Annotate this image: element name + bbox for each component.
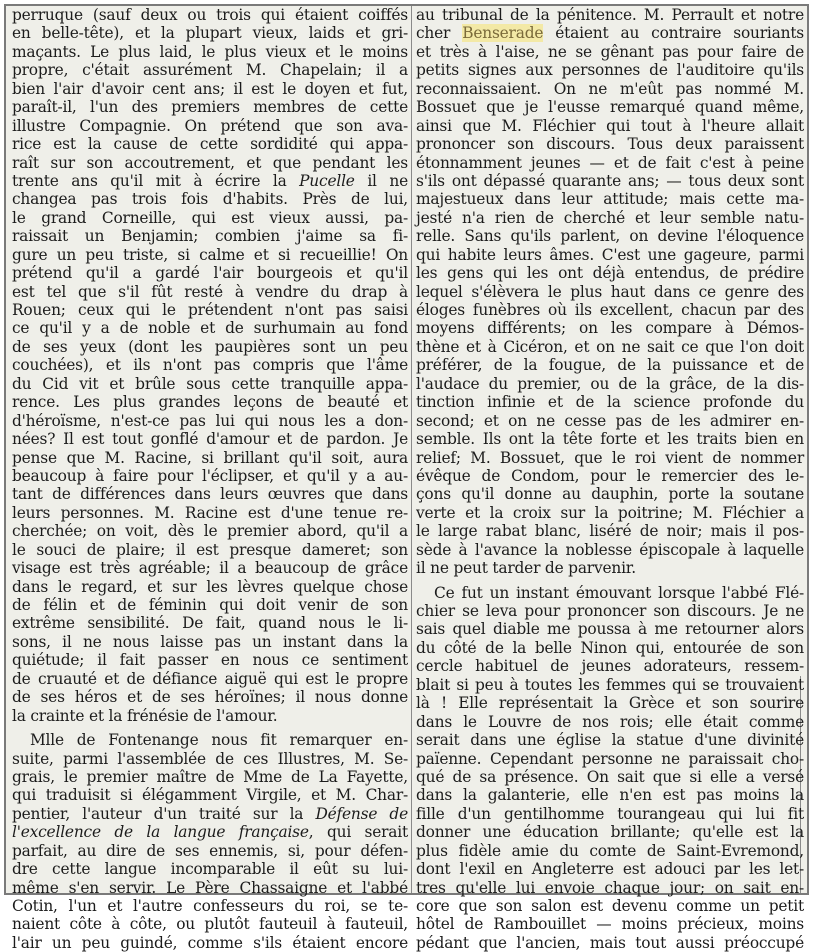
left-column-paragraph-1-line: extrême sensibilité. De fait, quand nous le li- <box>12 614 408 633</box>
right-column-paragraph-1-line: second; et on ne cesse pas de les admirer en- <box>416 411 804 430</box>
left-column-paragraph-1-line: quiétude; il fait passer en nous ce sentiment <box>12 651 408 670</box>
right-column-paragraph-1-line: jesté n'a rien de cherché et leur semble natu- <box>416 208 804 227</box>
left-column-paragraph-1-line: couchées), et ils n'ont pas compris que l'âme <box>12 356 408 375</box>
right-column-paragraph-1-line: cher Benserade étaient au contraire souriants <box>416 24 805 43</box>
left-column-paragraph-1-line: la crainte et la frénésie de l'amour. <box>12 706 278 725</box>
left-column-paragraph-1-line: sons, il ne nous laisse pas un instant dans la <box>12 632 408 651</box>
left-column-paragraph-1-line: le grand Corneille, qui est vieux aussi, pa- <box>12 208 408 227</box>
right-column-paragraph-2-line: tres qu'elle lui envoie chaque jour; on sait en- <box>416 878 804 897</box>
right-column-paragraph-1-line: le large rabat blanc, liséré de noir; mais il pos- <box>416 522 804 541</box>
left-column-paragraph-1-line: leurs personnes. M. Racine est d'une tenue re- <box>12 503 408 522</box>
right-column-paragraph-2-line: là ! Elle représentait la Grèce et son sourire <box>416 694 804 713</box>
left-column-paragraph-1-line: gure un peu triste, si calme et si recueillie! On <box>12 245 408 264</box>
right-column-paragraph-1-line: thène et à Cicéron, et on ne sait ce que l'on doit <box>416 337 804 356</box>
right-column-paragraph-1-line: çons qu'il donne au dauphin, porte la soutane <box>416 485 804 504</box>
right-column-paragraph-2-line: païenne. Cependant personne ne paraissait cho- <box>416 749 804 768</box>
left-column-paragraph-2-line: naient côte à côte, ou plutôt fauteuil à fauteuil, <box>12 915 408 934</box>
right-column-paragraph-1-line: relief; M. Bossuet, que le roi vient de nommer <box>416 448 804 467</box>
left-column-paragraph-1-line: rice est la cause de cette sordidité qui appa- <box>12 135 408 154</box>
left-column-paragraph-1-line: en belle-tête), et la plupart vieux, laids et gri- <box>12 24 408 43</box>
left-column-paragraph-1-line: trente ans qu'il mit à écrire la Pucelle il ne <box>12 171 408 190</box>
left-column-paragraph-2-line: même s'en servir. Le Père Chassaigne et l'abbé <box>12 878 408 897</box>
right-column-paragraph-1-line: lequel s'élèvera le plus haut dans ce genre des <box>416 282 804 301</box>
right-column-paragraph-2-line: serait dans une église la statue d'une divinité <box>416 731 804 750</box>
left-column-paragraph-1-line: d'héroïsme, n'est-ce pas lui qui nous les a don- <box>12 411 408 430</box>
right-column-paragraph-2-line: pédant que l'ancien, mais tout aussi préoccupé <box>416 933 804 952</box>
left-column-paragraph-1-line: rence. Les plus grandes leçons de beauté et <box>12 393 408 412</box>
left-column-paragraph-2-line: qui traduisit si élégamment Virgile, et M. Char- <box>12 786 408 805</box>
right-column-paragraph-1-line: tinction infinie et de la science profonde du <box>416 393 804 412</box>
right-column-paragraph-1-line: verte et la croix sur la poitrine; M. Fléchier a <box>416 503 804 522</box>
left-column-paragraph-2-line: pentier, l'auteur d'un traité sur la Défense de <box>12 804 408 823</box>
right-column-paragraph-1-line: étonnamment jeunes — et de fait c'est à peine <box>416 153 804 172</box>
left-column-paragraph-1-line: propre, c'était assurément M. Chapelain; il a <box>12 61 408 80</box>
right-column-paragraph-1-line: majestueux dans leur attitude; mais cette ma- <box>416 190 804 209</box>
left-column-paragraph-1-line: paraît-il, l'un des premiers membres de cette <box>12 98 408 117</box>
right-column-paragraph-1-line: et très à l'aise, ne se gênant pas pour faire de <box>416 42 804 61</box>
right-column-paragraph-2-line: dans la galanterie, elle n'en est pas moins la <box>416 786 804 805</box>
left-column-paragraph-1-line: cherchée; on voit, dès le premier abord, qu'il a <box>12 522 408 541</box>
left-column-paragraph-1-line: maçants. Le plus laid, le plus vieux et le moins <box>12 42 408 61</box>
left-column-paragraph-2-line: Mlle de Fontenange nous fit remarquer en- <box>30 731 408 750</box>
right-column-paragraph-1-line: relle. Sans qu'ils parlent, on devine l'éloquence <box>416 227 804 246</box>
left-column-paragraph-1-line: est tel que s'il fût resté à vendre du drap à <box>12 282 408 301</box>
right-column-paragraph-2-line: cercle habituel de jeunes adorateurs, ressem- <box>416 657 804 676</box>
right-column-paragraph-1-line: semble. Ils ont la tête forte et les traits bien en <box>416 430 804 449</box>
right-column-paragraph-1-line: ainsi que M. Fléchier qui tout à l'heure allait <box>416 116 804 135</box>
right-column-paragraph-2-line: chier se leva pour prononcer son discours. Je ne <box>416 602 804 620</box>
right-column-paragraph-2-line: donner une éducation brillante; qu'elle est la <box>416 823 804 842</box>
left-column-paragraph-1-line: changea pas trois fois d'habits. Près de lui, <box>12 190 408 209</box>
right-column-paragraph-2-line: Ce fut un instant émouvant lorsque l'abbé Flé- <box>434 583 804 602</box>
right-column-paragraph-1-line: préférer, de la fougue, de la puissance et de <box>416 356 804 375</box>
left-column-paragraph-2-line: l'excellence de la langue française, qui serait <box>12 823 408 842</box>
left-column-paragraph-1-line: illustre Compagnie. On prétend que son ava- <box>12 116 408 135</box>
left-column-paragraph-1-line: de félin et de féminin qui doit venir de son <box>12 596 408 614</box>
right-column-paragraph-2-line: blait si peu à toutes les femmes qui se trouvaient <box>416 675 804 694</box>
right-column-paragraph-2-line: sais quel diable me poussa à me retourner alors <box>416 620 804 639</box>
right-column-paragraph-1-line: éloges funèbres où ils excellent, chacun par des <box>416 301 804 319</box>
left-column-paragraph-2-line: dre cette langue incomparable il eût su lui- <box>12 860 408 879</box>
left-column-paragraph-1-line: ce qu'il y a de noble et de surhumain au fond <box>12 319 408 338</box>
right-column <box>416 6 804 952</box>
left-column-paragraph-1-line: beaucoup à faire pour l'éclipser, et qu'il y a au- <box>12 466 408 485</box>
right-column-paragraph-1-line: petits signes aux personnes de l'auditoire qu'ils <box>416 61 804 80</box>
column-divider <box>411 6 412 893</box>
right-column-paragraph-2-line: dans le Louvre de nos rois; elle était comme <box>416 712 804 731</box>
left-column-paragraph-1-line: dans le regard, et sur les lèvres quelque chose <box>12 577 408 596</box>
left-column <box>12 6 408 952</box>
right-column-paragraph-1-line: au tribunal de la pénitence. M. Perrault et notre <box>416 6 804 24</box>
left-column-paragraph-1-line: de cruauté et de défiance aiguë qui est le propre <box>12 669 408 688</box>
left-column-paragraph-1-line: nées? Il est tout gonflé d'amour et de pardon. Je <box>12 430 408 449</box>
left-column-paragraph-1-line: le souci de plaire; il est presque dameret; son <box>12 540 408 559</box>
left-column-paragraph-1-line: visage est très agréable; il a beaucoup de grâce <box>12 559 408 578</box>
left-column-paragraph-1-line: de ses héros et de ses héroïnes; il nous donne <box>12 688 408 707</box>
newspaper-page <box>4 4 809 952</box>
right-column-paragraph-2-line: qué de sa présence. On sait que si elle a versé <box>416 767 804 786</box>
left-column-paragraph-1-line: perruque (sauf deux ou trois qui étaient coiffés <box>12 6 408 24</box>
left-column-paragraph-1-line: raissait un Benjamin; combien j'aime sa fi- <box>12 227 408 246</box>
left-column-paragraph-1-line: du Cid vit et brûle sous cette tranquille appa- <box>12 374 408 393</box>
right-column-paragraph-2-line: core que son salon est devenu comme un petit <box>416 897 804 915</box>
left-column-paragraph-2-line: parfait, au dire de ses ennemis, si, pour défen- <box>12 841 408 860</box>
left-column-paragraph-1-line: pense que M. Racine, si brillant qu'il soit, aura <box>12 448 408 467</box>
right-column-paragraph-1-line: reconnaissaient. On ne m'eût pas nommé M. <box>416 79 804 98</box>
right-column-paragraph-1-line: Bossuet que je l'eusse remarqué quand même, <box>416 98 804 117</box>
right-column-paragraph-1-line: sède à l'avance la noblesse épiscopale à laquelle <box>416 540 804 559</box>
right-column-paragraph-1-line: il ne peut tarder de parvenir. <box>416 559 636 578</box>
right-column-paragraph-2-line: fille d'un gentilhomme tourangeau qui lui fit <box>416 804 804 823</box>
right-column-paragraph-1-line: qui habite leurs âmes. C'est une gageure, parmi <box>416 245 804 264</box>
left-column-paragraph-1-line: raît sur son accoutrement, et que pendant les <box>12 153 408 172</box>
right-column-paragraph-1-line: s'ils ont dépassé quarante ans; — tous deux sont <box>416 171 804 190</box>
right-column-paragraph-2-line: plus fidèle amie du comte de Saint-Evremond, <box>416 841 804 860</box>
left-column-paragraph-1-line: prétend qu'il a gardé l'air bourgeois et qu'il <box>12 264 408 283</box>
left-column-paragraph-2-line: Cotin, l'un et l'autre confesseurs du roi, se te- <box>12 897 408 915</box>
right-column-paragraph-2-line: dont l'exil en Angleterre est adouci par les let- <box>416 860 804 879</box>
left-column-paragraph-1-line: tant de différences dans leurs œuvres que dans <box>12 485 408 504</box>
left-column-paragraph-1-line: Rouen; ceux qui le prétendent n'ont pas saisi <box>12 301 408 319</box>
left-column-paragraph-2-line: grais, le premier maître de Mme de La Fayette, <box>12 767 408 786</box>
right-column-paragraph-1-line: moyens différents; on les compare à Démos- <box>416 319 804 338</box>
right-column-paragraph-1-line: l'audace du premier, ou de la grâce, de la dis- <box>416 374 804 393</box>
right-column-paragraph-2-line: du côté de la belle Ninon qui, entourée de son <box>416 638 804 657</box>
left-column-paragraph-2-line: suite, parmi l'assemblée de ces Illustres, M. Se- <box>12 749 408 768</box>
left-column-paragraph-1-line: bien l'air d'avoir cent ans; il est le doyen et fut, <box>12 79 408 98</box>
left-column-paragraph-2-line: l'air un peu guindé, comme s'ils étaient encore <box>12 933 408 952</box>
right-column-paragraph-2-line: hôtel de Rambouillet — moins précieux, moins <box>416 915 804 934</box>
right-column-paragraph-1-line: évêque de Condom, pour le remercier des le- <box>416 466 804 485</box>
right-column-paragraph-1-line: les gens qui les ont déjà entendus, de prédire <box>416 264 804 283</box>
right-column-paragraph-1-line: prononcer son discours. Tous deux paraissent <box>416 135 804 154</box>
left-column-paragraph-1-line: de ses yeux (dont les paupières sont un peu <box>12 337 408 356</box>
